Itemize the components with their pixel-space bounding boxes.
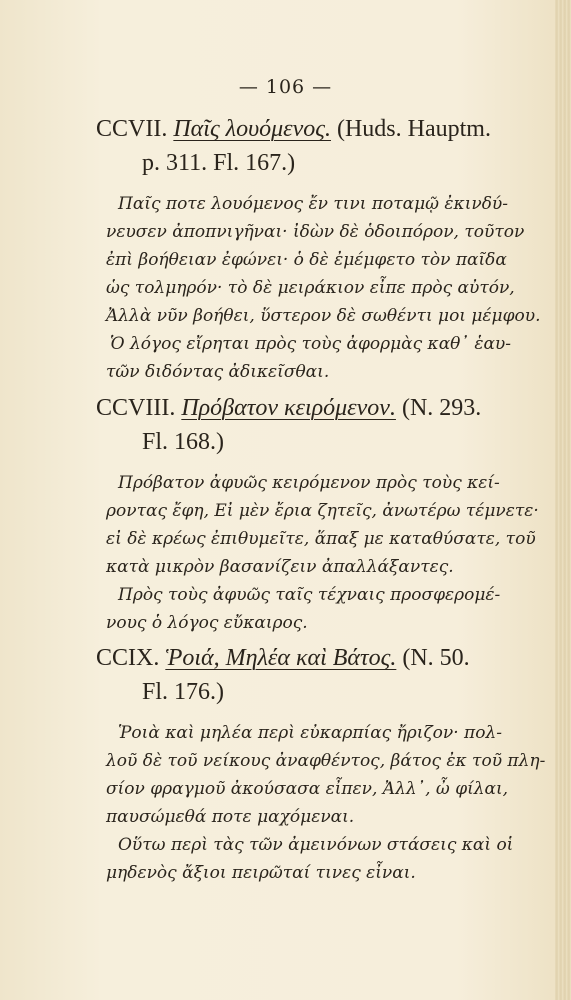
fable-title: [96, 112, 546, 180]
body-line: νευσεν ἀποπνιγῆναι· ἰδὼν δὲ ὁδοιπόρον, τοῦτον: [106, 222, 525, 242]
fable-title: [96, 641, 546, 709]
body-line: κατὰ μικρὸν βασανίζειν ἀπαλλάξαντες.: [106, 557, 454, 577]
moral-line: Πρὸς τοὺς ἀφυῶς ταῖς τέχναις προσφερομέ-: [118, 585, 501, 605]
body-line: σίον φραγμοῦ ἀκούσασα εἶπεν, Ἀλλ᾽, ὦ φίλαι,: [106, 779, 509, 799]
fable-source-cont: Fl. 168.): [142, 429, 225, 455]
fable-greek-title: Ῥοιά, Μηλέα καὶ Βάτος.: [165, 645, 397, 671]
body-line: λοῦ δὲ τοῦ νείκους ἀναφθέντος, βάτος ἐκ τοῦ πλη-: [106, 751, 546, 771]
fable-title: [96, 391, 546, 459]
body-line: Ἀλλὰ νῦν βοήθει, ὕστερον δὲ σωθέντι μοι μέμφου.: [106, 306, 541, 326]
fable-body: [96, 469, 546, 637]
moral-line: τῶν διδόντας ἀδικεῖσθαι.: [106, 362, 330, 382]
moral-line: μηδενὸς ἄξιοι πειρῶταί τινες εἶναι.: [106, 863, 416, 883]
fable-body: [96, 190, 546, 386]
body-line: παυσώμεθά ποτε μαχόμεναι.: [106, 807, 355, 827]
body-line: ἐπὶ βοήθειαν ἐφώνει· ὁ δὲ ἐμέμφετο τὸν παῖδα: [106, 250, 507, 270]
fable-ccviii: [96, 391, 546, 637]
fable-source: (N. 293.: [401, 395, 482, 421]
fable-numeral: CCVIII.: [96, 395, 176, 421]
fable-ccix: [96, 641, 546, 887]
body-line: Παῖς ποτε λουόμενος ἔν τινι ποταμῷ ἐκινδύ-: [118, 194, 509, 214]
fable-numeral: CCVII.: [96, 116, 168, 142]
body-line: Πρόβατον ἀφυῶς κειρόμενον πρὸς τοὺς κεί-: [118, 473, 500, 493]
body-line: Ῥοιὰ καὶ μηλέα περὶ εὐκαρπίας ἤριζον· πολ-: [118, 723, 502, 743]
body-line: ὡς τολμηρόν· τὸ δὲ μειράκιον εἶπε πρὸς αὐτόν,: [106, 278, 515, 298]
fable-numeral: CCIX.: [96, 645, 160, 671]
page-number: — 106 —: [238, 76, 333, 98]
moral-line: νους ὁ λόγος εὔκαιρος.: [106, 613, 308, 633]
moral-line: Ὁ λόγος εἴρηται πρὸς τοὺς ἀφορμὰς καθ᾽ ἑαυ-: [110, 334, 512, 354]
fable-source-cont: p. 311. Fl. 167.): [142, 150, 296, 176]
fable-source: (Huds. Hauptm.: [336, 116, 491, 142]
fable-greek-title: Πρόβατον κειρόμενον.: [181, 395, 396, 421]
body-line: ροντας ἔφη, Εἰ μὲν ἔρια ζητεῖς, ἀνωτέρω τέμνετε·: [106, 501, 539, 521]
fable-ccvii: [96, 112, 546, 386]
fable-source: (N. 50.: [402, 645, 470, 671]
fable-source-cont: Fl. 176.): [142, 679, 225, 705]
body-line: εἰ δὲ κρέως ἐπιθυμεῖτε, ἅπαξ με καταθύσατε, τοῦ: [106, 529, 536, 549]
fable-greek-title: Παῖς λουόμενος.: [173, 116, 331, 142]
moral-line: Οὕτω περὶ τὰς τῶν ἀμεινόνων στάσεις καὶ οἱ: [118, 835, 514, 855]
page-edge: [555, 0, 571, 1000]
fable-body: [96, 719, 546, 887]
